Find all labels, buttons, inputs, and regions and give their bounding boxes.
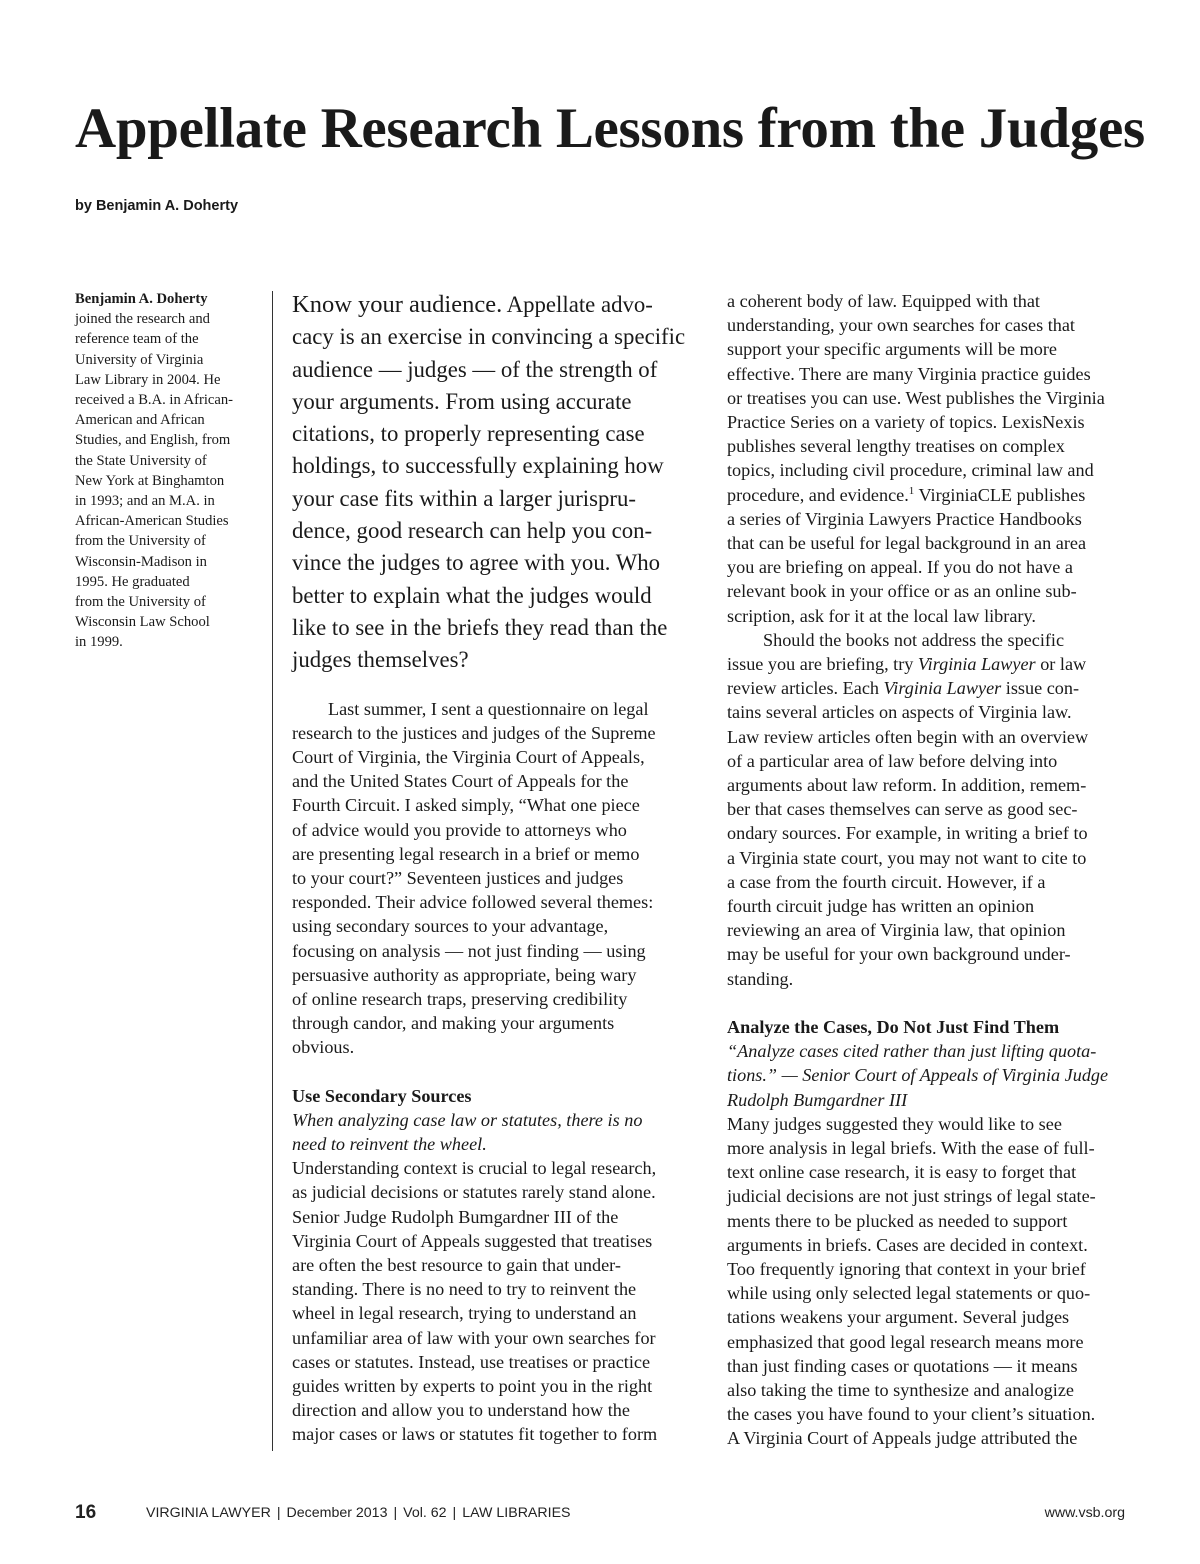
paragraph-line: cases or statutes. Instead, use treatises or practice bbox=[292, 1351, 651, 1372]
paragraph-line: of online research traps, preserving credibility bbox=[292, 989, 628, 1009]
line-text: procedure, and evidence. bbox=[727, 484, 909, 505]
lead-paragraph bbox=[292, 289, 697, 677]
paragraph-line: and the United States Court of Appeals for the bbox=[292, 771, 629, 792]
paragraph-line: while using only selected legal statements or quo- bbox=[727, 1283, 1091, 1304]
paragraph bbox=[292, 1156, 697, 1446]
lead-line bbox=[292, 289, 697, 321]
lead-line: your case fits within a larger jurispru- bbox=[292, 485, 636, 511]
paragraph-line: wheel in legal research, trying to understand an bbox=[292, 1303, 637, 1324]
paragraph-line: research to the justices and judges of the Supreme bbox=[292, 722, 656, 743]
bio-line: from the University of bbox=[75, 533, 206, 550]
lead-line: citations, to properly representing case bbox=[292, 421, 645, 447]
paragraph-line: standing. There is no need to try to reinvent the bbox=[292, 1279, 637, 1300]
paragraph-line: Senior Judge Rudolph Bumgardner III of the bbox=[292, 1206, 619, 1227]
bio-line: Wisconsin Law School bbox=[75, 614, 210, 631]
bio-name: Benjamin A. Doherty bbox=[75, 291, 208, 307]
paragraph-line: standing. bbox=[727, 968, 794, 989]
paragraph-line: tations weakens your argument. Several judges bbox=[727, 1307, 1070, 1328]
paragraph-line: scription, ask for it at the local law library. bbox=[727, 605, 1036, 626]
paragraph-line: relevant book in your office or as an online sub- bbox=[727, 581, 1077, 602]
paragraph-line: judicial decisions are not just strings of legal state- bbox=[727, 1186, 1096, 1207]
byline: by Benjamin A. Doherty bbox=[75, 198, 239, 214]
section-name: LAW LIBRARIES bbox=[462, 1505, 571, 1521]
paragraph-line: Many judges suggested they would like to see bbox=[727, 1113, 1062, 1134]
article-column-middle bbox=[292, 289, 697, 1447]
paragraph-line: are presenting legal research in a brief or memo bbox=[292, 843, 640, 864]
paragraph-line: Virginia Court of Appeals suggested that treatises bbox=[292, 1230, 653, 1251]
paragraph-line: arguments about law reform. In addition, remem- bbox=[727, 775, 1087, 796]
pull-quote-line: Rudolph Bumgardner III bbox=[727, 1089, 908, 1110]
paragraph bbox=[292, 697, 697, 1060]
footer-separator: | bbox=[452, 1505, 457, 1521]
paragraph-line: focusing on analysis — not just finding — using bbox=[292, 940, 646, 961]
paragraph-line: a series of Virginia Lawyers Practice Handbooks bbox=[727, 508, 1082, 529]
pull-quote-line: When analyzing case law or statutes, there is no bbox=[292, 1109, 643, 1130]
paragraph-line: obvious. bbox=[292, 1037, 355, 1058]
website-link[interactable]: www.vsb.org bbox=[1044, 1505, 1125, 1521]
bio-line: African-American Studies bbox=[75, 513, 229, 530]
paragraph-line: ments there to be plucked as needed to support bbox=[727, 1210, 1068, 1231]
paragraph-line: tains several articles on aspects of Virginia law. bbox=[727, 702, 1072, 723]
section-heading: Analyze the Cases, Do Not Just Find Them bbox=[727, 1016, 1060, 1037]
publication-name: Virginia Lawyer bbox=[917, 654, 1036, 675]
paragraph-line: reviewing an area of Virginia law, that opinion bbox=[727, 920, 1066, 941]
line-text: issue you are briefing, try bbox=[727, 654, 918, 675]
bio-line: 1995. He graduated bbox=[75, 573, 190, 590]
paragraph-line: responded. Their advice followed several themes: bbox=[292, 892, 654, 913]
paragraph-line: a case from the fourth circuit. However, if a bbox=[727, 871, 1046, 892]
paragraph-line: major cases or laws or statutes fit together to form bbox=[292, 1424, 658, 1445]
publication-name: Virginia Lawyer bbox=[883, 678, 1002, 699]
footnote-marker[interactable]: 1 bbox=[908, 484, 915, 497]
lead-line: better to explain what the judges would bbox=[292, 582, 652, 608]
footer-separator: | bbox=[393, 1505, 398, 1521]
pull-quote-line: need to reinvent the wheel. bbox=[292, 1134, 487, 1155]
paragraph-line: Law review articles often begin with an overview bbox=[727, 726, 1089, 747]
paragraph-line: than just finding cases or quotations — it means bbox=[727, 1355, 1078, 1376]
bio-line: Wisconsin-Madison in bbox=[75, 553, 207, 570]
bio-line: from the University of bbox=[75, 594, 206, 611]
footer-separator: | bbox=[276, 1505, 281, 1521]
lead-line: your arguments. From using accurate bbox=[292, 388, 632, 414]
page-number: 16 bbox=[75, 1502, 97, 1523]
bio-line: received a B.A. in African- bbox=[75, 392, 234, 409]
paragraph-line: Understanding context is crucial to legal research, bbox=[292, 1158, 657, 1179]
line-text: review articles. Each bbox=[727, 678, 884, 699]
paragraph-line: a coherent body of law. Equipped with that bbox=[727, 291, 1040, 311]
column-divider bbox=[272, 291, 273, 1451]
paragraph-line: persuasive authority as appropriate, being wary bbox=[292, 964, 637, 985]
paragraph-line: more analysis in legal briefs. With the ease of full- bbox=[727, 1137, 1095, 1158]
bio-line: Studies, and English, from bbox=[75, 432, 231, 449]
paragraph-line: of advice would you provide to attorneys who bbox=[292, 819, 627, 840]
paragraph-line: Practice Series on a variety of topics. LexisNexis bbox=[727, 412, 1085, 433]
paragraph-line: also taking the time to synthesize and analogize bbox=[727, 1379, 1074, 1400]
paragraph-line: Too frequently ignoring that context in your brief bbox=[727, 1258, 1086, 1279]
bio-line: in 1999. bbox=[75, 634, 123, 651]
bio-line: the State University of bbox=[75, 452, 207, 469]
lead-line: audience — judges — of the strength of bbox=[292, 356, 658, 382]
bio-line: in 1993; and an M.A. in bbox=[75, 493, 215, 510]
issue-date: December 2013 bbox=[286, 1505, 388, 1521]
paragraph-line bbox=[727, 483, 1132, 507]
line-text: issue con- bbox=[1001, 678, 1080, 699]
paragraph-line: fourth circuit judge has written an opinion bbox=[727, 896, 1035, 917]
paragraph-line: you are briefing on appeal. If you do not have a bbox=[727, 557, 1073, 578]
article-title: Appellate Research Lessons from the Judges bbox=[75, 97, 1145, 160]
paragraph-line: Fourth Circuit. I asked simply, “What one piece bbox=[292, 795, 640, 816]
paragraph-line: effective. There are many Virginia practice guides bbox=[727, 363, 1091, 384]
pull-quote-line: “Analyze cases cited rather than just lifting quota- bbox=[727, 1041, 1097, 1062]
lead-strong: Know your audience. bbox=[292, 291, 503, 318]
paragraph-line bbox=[727, 652, 1132, 676]
article-column-right bbox=[727, 289, 1132, 1451]
paragraph-line: text online case research, it is easy to forget that bbox=[727, 1162, 1077, 1183]
paragraph-line bbox=[727, 676, 1132, 700]
paragraph-line: a Virginia state court, you may not want to cite to bbox=[727, 847, 1087, 868]
paragraph bbox=[727, 628, 1132, 991]
volume: Vol. 62 bbox=[403, 1505, 447, 1521]
paragraph-line: ondary sources. For example, in writing a brief to bbox=[727, 823, 1088, 844]
bio-line: reference team of the bbox=[75, 331, 199, 348]
paragraph-line: arguments in briefs. Cases are decided in context. bbox=[727, 1234, 1088, 1255]
paragraph-line: may be useful for your own background under- bbox=[727, 944, 1071, 965]
paragraph-line: Court of Virginia, the Virginia Court of Appeals, bbox=[292, 746, 645, 767]
bio-line: University of Virginia bbox=[75, 351, 204, 368]
paragraph-line: of a particular area of law before delving into bbox=[727, 750, 1058, 771]
section-heading: Use Secondary Sources bbox=[292, 1085, 472, 1106]
paragraph-line: understanding, your own searches for cases that bbox=[727, 315, 1075, 336]
pull-quote-line: tions.” — Senior Court of Appeals of Virginia Judge bbox=[727, 1065, 1109, 1086]
lead-line: vince the judges to agree with you. Who bbox=[292, 550, 661, 576]
bio-line: New York at Binghamton bbox=[75, 472, 225, 489]
paragraph-line: support your specific arguments will be more bbox=[727, 339, 1057, 360]
paragraph-line: are often the best resource to gain that under- bbox=[292, 1255, 621, 1276]
bio-line: Law Library in 2004. He bbox=[75, 371, 221, 388]
paragraph-line: unfamiliar area of law with your own searches for bbox=[292, 1327, 656, 1348]
paragraph-line: guides written by experts to point you in the right bbox=[292, 1376, 653, 1397]
paragraph-line: the cases you have found to your client’s situation. bbox=[727, 1404, 1096, 1425]
publication-info bbox=[146, 1505, 571, 1521]
lead-text: Appellate advo- bbox=[502, 292, 653, 317]
paragraph-line: Should the books not address the specific bbox=[763, 629, 1065, 650]
author-bio bbox=[75, 289, 250, 653]
paragraph-line: to your court?” Seventeen justices and judges bbox=[292, 867, 624, 888]
paragraph-line: topics, including civil procedure, criminal law and bbox=[727, 460, 1094, 481]
paragraph-line: that can be useful for legal background in an area bbox=[727, 533, 1087, 554]
paragraph bbox=[727, 289, 1132, 628]
line-text: or law bbox=[1035, 654, 1087, 675]
line-text: VirginiaCLE publishes bbox=[914, 484, 1086, 505]
paragraph-line: ber that cases themselves can serve as good sec- bbox=[727, 799, 1078, 820]
paragraph bbox=[727, 1112, 1132, 1451]
paragraph-line: through candor, and making your arguments bbox=[292, 1013, 615, 1034]
paragraph-line: or treatises you can use. West publishes the Virginia bbox=[727, 387, 1105, 408]
lead-line: like to see in the briefs they read than the bbox=[292, 614, 668, 640]
lead-line: holdings, to successfully explaining how bbox=[292, 453, 664, 479]
lead-line: cacy is an exercise in convincing a specific bbox=[292, 324, 686, 350]
paragraph-line: publishes several lengthy treatises on complex bbox=[727, 436, 1065, 457]
lead-line: dence, good research can help you con- bbox=[292, 518, 653, 544]
paragraph-line: using secondary sources to your advantage, bbox=[292, 916, 609, 937]
bio-line: American and African bbox=[75, 412, 205, 429]
paragraph-line: Last summer, I sent a questionnaire on legal bbox=[328, 698, 649, 719]
paragraph-line: A Virginia Court of Appeals judge attributed the bbox=[727, 1428, 1078, 1449]
paragraph-line: emphasized that good legal research means more bbox=[727, 1331, 1084, 1352]
lead-line: judges themselves? bbox=[292, 647, 469, 673]
publication-name: VIRGINIA LAWYER bbox=[146, 1505, 271, 1521]
paragraph-line: direction and allow you to understand how the bbox=[292, 1400, 630, 1421]
paragraph-line: as judicial decisions or statutes rarely stand alone. bbox=[292, 1182, 656, 1203]
bio-line: joined the research and bbox=[75, 311, 210, 328]
